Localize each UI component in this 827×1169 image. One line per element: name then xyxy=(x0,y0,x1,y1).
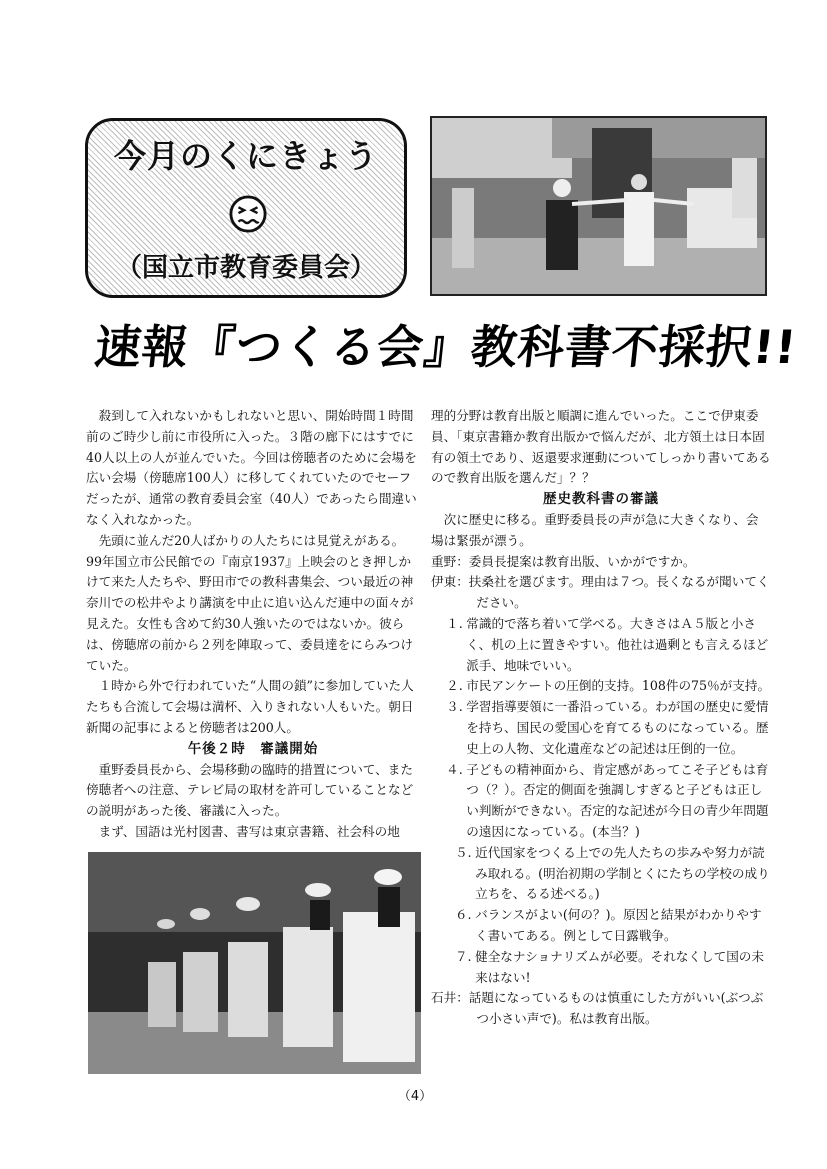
list-item xyxy=(431,676,771,697)
paragraph: 重野委員長から、会場移動の臨時的措置について、また傍聴者への注意、テレビ局の取材を許可していることなどの説明があった後、審議に入った。 xyxy=(86,761,414,819)
headline: 速報『つくる会』教科書不採択!! xyxy=(92,320,800,374)
list-item xyxy=(431,614,771,676)
right-column xyxy=(431,406,771,1030)
speaker-line: 伊東：扶桑社を選びます。理由は７つ。長くなるが聞いてください。 xyxy=(431,574,770,611)
photo-bottom-scene xyxy=(88,852,421,1074)
list-item xyxy=(431,947,771,989)
paragraph: 次に歴史に移る。重野委員長の声が急に大きくなり、会場は緊張が漂う。 xyxy=(431,511,759,548)
section-heading: 午後２時 審議開始 xyxy=(187,740,319,757)
paragraph: １時から外で行われていた“人間の鎖”に参加していた人たちも合流して会場は満杯、入りきれない人もいた。朝日新聞の記事によると傍聴者は200人。 xyxy=(86,678,414,735)
list-number: ３. xyxy=(446,699,463,715)
list-text: 健全なナショナリズムが必要。それなくして国の未来はない! xyxy=(475,948,764,985)
grimace-face-icon xyxy=(229,195,267,233)
list-text: 学習指導要領に一番沿っている。わが国の歴史に愛情を持ち、国民の愛国心を育てるものになっている。歴史上の人物、文化遺産などの記述は圧倒的一位。 xyxy=(466,699,769,756)
list-text: 常識的で落ち着いて学べる。大きさはＡ５版と小さく、机の上に置きやすい。他社は過剰とも言えるほど派手、地味でいい。 xyxy=(466,615,769,673)
list-number: ４. xyxy=(446,761,463,777)
header-title: 今月のくにきょう xyxy=(113,137,378,175)
page-number: （4） xyxy=(397,1089,433,1104)
list-number: ２. xyxy=(446,678,463,694)
list-number: ７. xyxy=(454,948,472,964)
list-item xyxy=(431,760,771,843)
photo-top-scene xyxy=(432,118,765,294)
paragraph: 殺到して入れないかもしれないと思い、開始時間１時間前のご時少し前に市役所に入った。３階の廊下にはすでに40人以上の人が並んでいた。今回は傍聴者のために会場を広い会場（傍聴席100人）に移してくれていたのでセーフだったが、通常の教育委員会室（40人）であったら間違いなく入れなかった。 xyxy=(86,408,417,527)
list-text: バランスがよい(何の？)。原因と結果がわかりやすく書いてある。例として日露戦争。 xyxy=(475,907,762,943)
list-text: 子どもの精神面から、肯定感があってこそ子どもは育つ（？）。否定的側面を強調しすぎると子どもは正しい判断ができない。否定的な記述が今日の青少年問題の遠因になっている。(本当？) xyxy=(466,761,769,839)
list-item xyxy=(431,843,771,905)
speaker-line: 石井：話題になっているものは慎重にした方がいい(ぶつぶつ小さい声で)。私は教育出版。 xyxy=(431,990,764,1027)
section-heading: 歴史教科書の審議 xyxy=(543,491,659,508)
speaker-line: 重野：委員長提案は教育出版、いかがですか。 xyxy=(431,553,696,569)
list-number: ５. xyxy=(454,844,472,860)
list-item xyxy=(431,905,771,947)
list-item xyxy=(431,697,771,759)
paragraph: まず、国語は光村図書、書写は東京書籍、社会科の地 xyxy=(98,823,400,839)
list-text: 市民アンケートの圧倒的支持。108件の75％が支持。 xyxy=(466,678,771,694)
list-number: ６. xyxy=(454,907,472,923)
photo-bottom xyxy=(88,852,421,1074)
header-box xyxy=(85,118,407,298)
photo-top xyxy=(430,116,767,296)
paragraph: 先頭に並んだ20人ばかりの人たちには見覚えがある。99年国立市公民館での『南京1937』上映会のとき押しかけて来た人たちや、野田市での教科書集会、つい最近の神奈川での松井やより講演を中止に追い込んだ連中の面々が見えた。女性も含めて約30人強いたのではないか。彼らは、傍聴席の前から２列を陣取って、委員達をにらみつけていた。 xyxy=(86,532,414,673)
list-number: １. xyxy=(446,615,463,631)
paragraph: 理的分野は教育出版と順調に進んでいった。ここで伊東委員、「東京書籍か教育出版かで悩んだが、北方領土は日本固有の領土であり、返還要求運動についてしっかり書いてあるので教育出版を選んだ」？？ xyxy=(431,408,771,486)
list-text: 近代国家をつくる上での先人たちの歩みや努力が読み取れる。(明治初期の学制とくにたちの学校の成り立ちを、るる述べる。) xyxy=(475,844,770,902)
left-column xyxy=(86,406,420,843)
header-subtitle: （国立市教育委員会） xyxy=(115,253,376,283)
